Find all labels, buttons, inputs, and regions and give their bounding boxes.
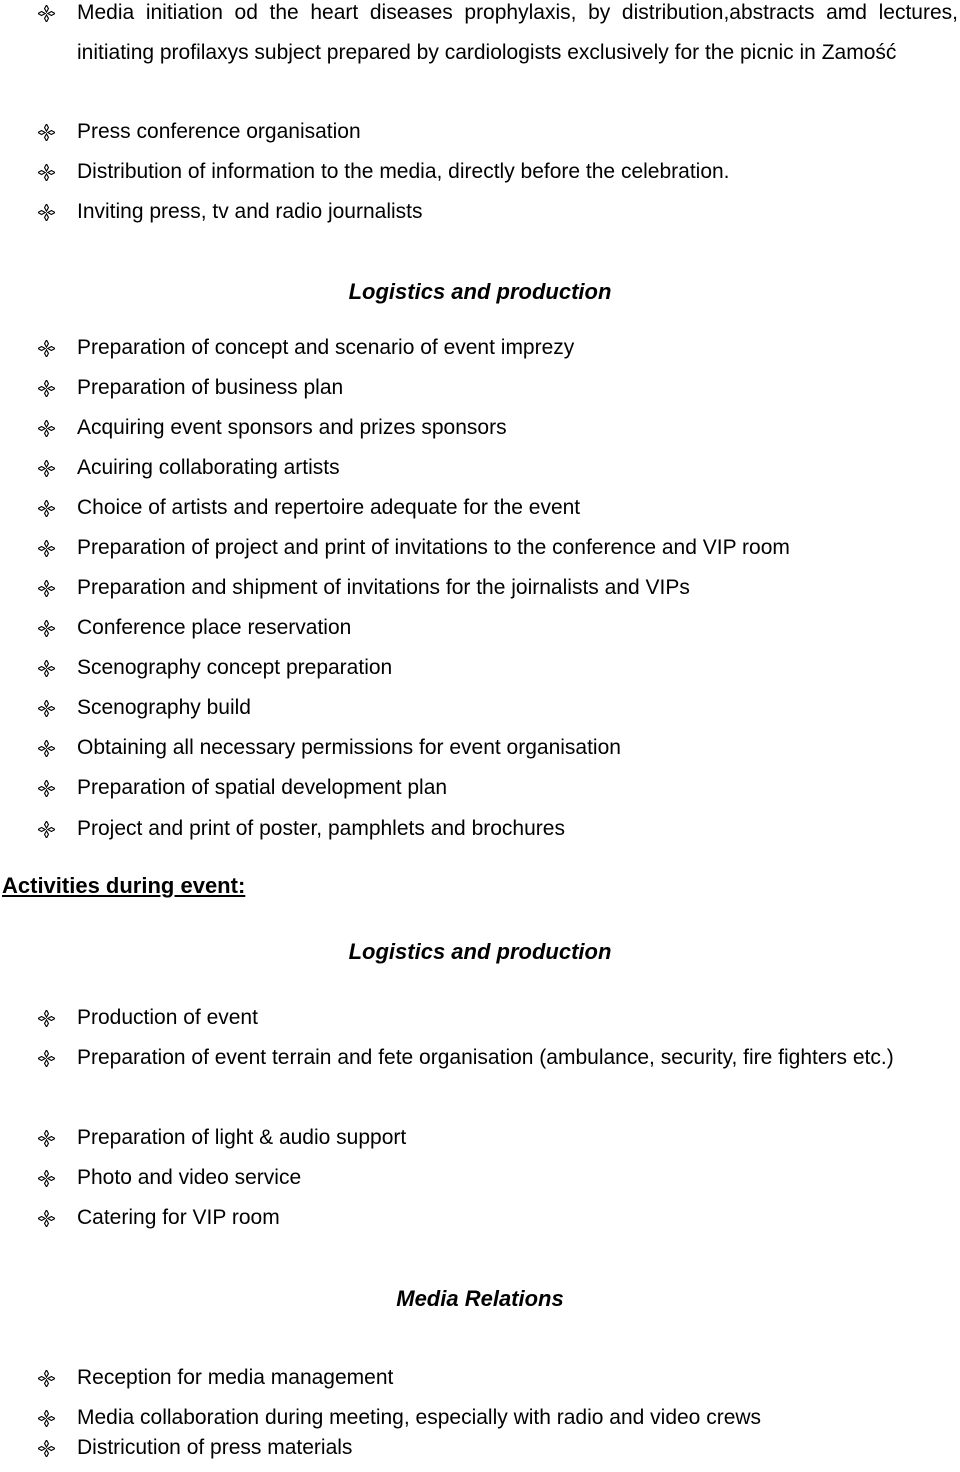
list-item-text: Press conference organisation <box>77 120 361 143</box>
list-item <box>38 528 958 568</box>
list-item-text: Inviting press, tv and radio journalists <box>77 200 423 223</box>
list-item <box>38 809 958 849</box>
four-diamond-star-icon <box>38 1130 55 1147</box>
list-item-text: Preparation of event terrain and fete organisation (ambulance, security, fire fighters etc.) <box>77 1046 894 1069</box>
four-diamond-star-icon <box>38 700 55 717</box>
list-item-text: Catering for VIP room <box>77 1206 280 1229</box>
list-item-text: Preparation of light & audio support <box>77 1126 407 1149</box>
list-item-text: Media collaboration during meeting, especially with radio and video crews <box>77 1406 762 1429</box>
list-item-text: Preparation of business plan <box>77 376 344 399</box>
list-item-text: Preparation of concept and scenario of event imprezy <box>77 336 575 359</box>
list-item-text: Acuiring collaborating artists <box>77 456 340 479</box>
four-diamond-star-icon <box>38 740 55 757</box>
list-item <box>38 1038 958 1078</box>
four-diamond-star-icon <box>38 380 55 397</box>
section-heading-logistics: Logistics and production <box>348 939 612 964</box>
four-diamond-star-icon <box>38 580 55 597</box>
list-item <box>38 648 958 688</box>
four-diamond-star-icon <box>38 1050 55 1067</box>
four-diamond-star-icon <box>38 660 55 677</box>
four-diamond-star-icon <box>38 1440 55 1457</box>
list-item <box>38 728 958 768</box>
list-item <box>38 998 958 1038</box>
four-diamond-star-icon <box>38 1010 55 1027</box>
list-item <box>38 112 958 152</box>
section-heading-media-relations: Media Relations <box>396 1286 564 1311</box>
list-item-text: Photo and video service <box>77 1166 302 1189</box>
list-item-text: Acquiring event sponsors and prizes sponsors <box>77 416 507 439</box>
list-item <box>38 1198 958 1238</box>
list-item-text: Scenography build <box>77 696 251 719</box>
section-heading-logistics: Logistics and production <box>348 279 612 304</box>
list-item-text: Preparation of project and print of invitations to the conference and VIP room <box>77 536 790 559</box>
list-item-text: Project and print of poster, pamphlets and brochures <box>77 817 565 840</box>
list-item-text: Media initiation od the heart diseases prophylaxis, by distribution,abstracts amd lectures, initiating profilaxys subject prepared by cardiologists exclusively for the picnic in Zamość <box>77 1 958 64</box>
four-diamond-star-icon <box>38 500 55 517</box>
four-diamond-star-icon <box>38 620 55 637</box>
list-item <box>38 152 958 192</box>
list-item <box>38 1358 958 1398</box>
list-item-text: Reception for media management <box>77 1366 394 1389</box>
list-item <box>38 408 958 448</box>
list-item-text: Districution of press materials <box>77 1436 353 1459</box>
four-diamond-star-icon <box>38 460 55 477</box>
four-diamond-star-icon <box>38 1170 55 1187</box>
four-diamond-star-icon <box>38 780 55 797</box>
list-item-text: Preparation of spatial development plan <box>77 776 448 799</box>
list-item <box>38 328 958 368</box>
list-item <box>38 1118 958 1158</box>
four-diamond-star-icon <box>38 124 55 141</box>
list-item <box>38 1158 958 1198</box>
four-diamond-star-icon <box>38 540 55 557</box>
list-item <box>38 0 958 73</box>
four-diamond-star-icon <box>38 420 55 437</box>
list-item-text: Preparation and shipment of invitations for the joirnalists and VIPs <box>77 576 690 599</box>
four-diamond-star-icon <box>38 1370 55 1387</box>
list-item <box>38 1428 958 1468</box>
four-diamond-star-icon <box>38 1210 55 1227</box>
list-item-text: Production of event <box>77 1006 258 1029</box>
list-item <box>38 192 958 232</box>
four-diamond-star-icon <box>38 204 55 221</box>
four-diamond-star-icon <box>38 821 55 838</box>
list-item <box>38 608 958 648</box>
list-item <box>38 488 958 528</box>
activities-during-event-heading: Activities during event: <box>2 873 246 898</box>
list-item <box>38 688 958 728</box>
list-item-text: Scenography concept preparation <box>77 656 393 679</box>
list-item-text: Distribution of information to the media, directly before the celebration. <box>77 160 730 183</box>
list-item-text: Obtaining all necessary permissions for event organisation <box>77 736 621 759</box>
four-diamond-star-icon <box>38 5 55 22</box>
four-diamond-star-icon <box>38 164 55 181</box>
list-item-text: Choice of artists and repertoire adequate for the event <box>77 496 581 519</box>
list-item <box>38 568 958 608</box>
list-item <box>38 368 958 408</box>
four-diamond-star-icon <box>38 340 55 357</box>
four-diamond-star-icon <box>38 1410 55 1427</box>
list-item-text: Conference place reservation <box>77 616 352 639</box>
list-item <box>38 768 958 808</box>
list-item <box>38 448 958 488</box>
